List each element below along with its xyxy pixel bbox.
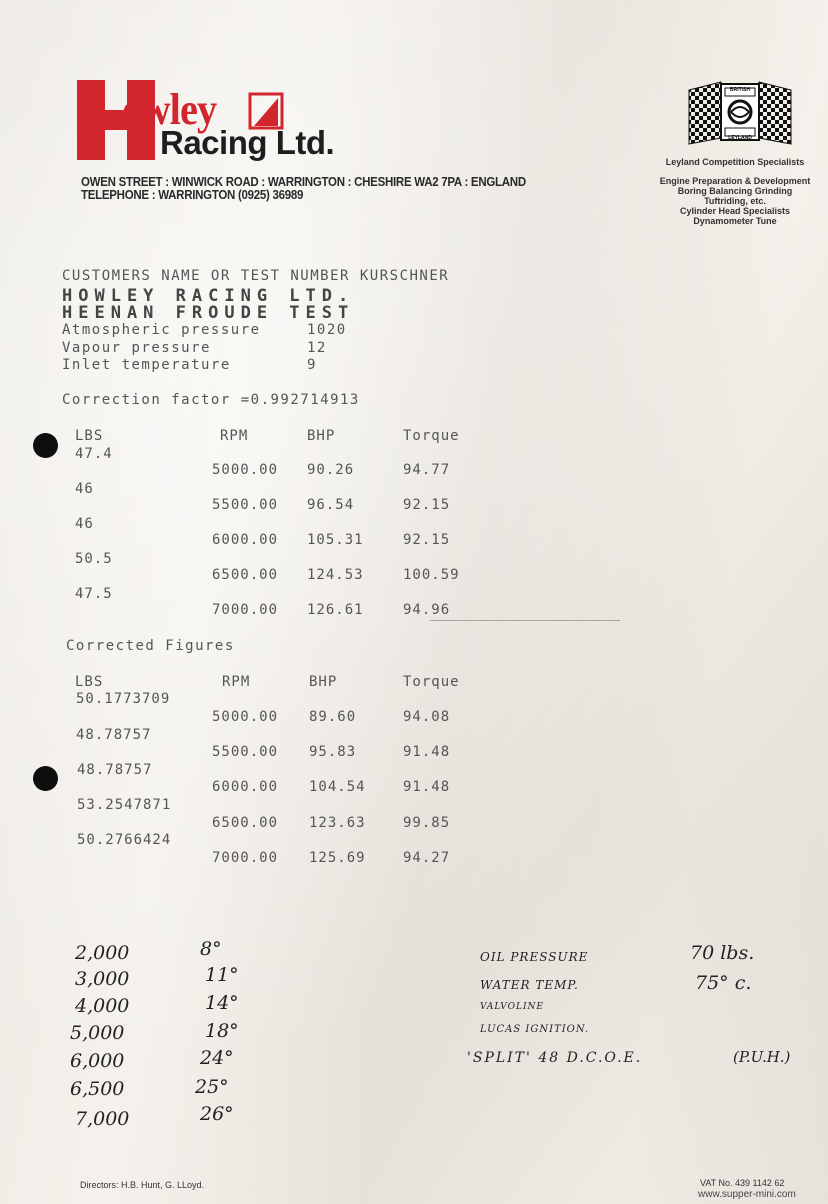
raw-rpm-cell: 5000.00 [212,462,279,478]
corrected-rpm-cell: 6500.00 [212,815,279,831]
raw-rpm-cell: 7000.00 [212,602,279,618]
binder-hole [33,433,58,458]
corrected-section-title: Corrected Figures [66,638,235,654]
paper-fold-line [430,620,620,621]
service-item: Engine Preparation & Development [659,176,811,186]
corrected-bhp-cell: 123.63 [309,815,366,831]
corrected-lbs-cell: 50.1773709 [76,691,171,707]
handwritten-rpm: 4,000 [75,995,130,1017]
vat-number: VAT No. 439 1142 62 [700,1178,785,1188]
condition-value: 12 [307,340,327,356]
column-header-rpm: RPM [220,428,249,444]
handwritten-rpm: 7,000 [75,1108,130,1130]
badge-label-bottom: LEYLAND [728,135,752,141]
raw-bhp-cell: 126.61 [307,602,364,618]
raw-bhp-cell: 105.31 [307,532,364,548]
company-logo-word: owley [122,85,217,134]
directors-line: Directors: H.B. Hunt, G. LLoyd. [80,1180,205,1190]
column-header-torque: Torque [403,428,460,444]
raw-rpm-cell: 6000.00 [212,532,279,548]
company-name: Racing Ltd. [160,124,335,161]
raw-torque-cell: 92.15 [403,532,451,548]
handwritten-oil-label: OIL PRESSURE [480,950,589,964]
corrected-bhp-cell: 95.83 [309,744,357,760]
raw-bhp-cell: 90.26 [307,462,355,478]
specialist-title: Leyland Competition Specialists [665,157,805,167]
service-item: Dynamometer Tune [693,216,777,226]
handwritten-water-value: 75° c. [695,972,752,994]
condition-value: 1020 [307,322,347,338]
handwritten-rpm: 6,000 [70,1050,125,1072]
condition-label: Inlet temperature [62,357,231,373]
column-header-torque: Torque [403,674,460,690]
raw-lbs-cell: 46 [75,516,94,532]
raw-bhp-cell: 96.54 [307,497,355,513]
condition-label: Vapour pressure [62,340,211,356]
service-item: Cylinder Head Specialists [679,206,791,216]
handwritten-advance: 14° [205,992,239,1014]
corrected-torque-cell: 94.27 [403,850,451,866]
handwritten-advance: 25° [195,1076,229,1098]
handwritten-oil-brand: VALVOLINE [480,1002,544,1012]
column-header-rpm: RPM [222,674,251,690]
correction-factor: Correction factor =0.992714913 [62,392,360,408]
raw-rpm-cell: 5500.00 [212,497,279,513]
raw-torque-cell: 94.77 [403,462,451,478]
handwritten-carburettor: 'SPLIT' 48 D.C.O.E. [467,1050,643,1066]
column-header-bhp: BHP [309,674,338,690]
column-header-bhp: BHP [307,428,336,444]
corrected-lbs-cell: 50.2766424 [77,832,172,848]
handwritten-rpm: 5,000 [70,1022,125,1044]
corrected-torque-cell: 99.85 [403,815,451,831]
column-header-lbs: LBS [75,674,104,690]
test-title-rig: HEENAN FROUDE TEST [62,303,355,323]
handwritten-advance: 24° [200,1047,234,1069]
handwritten-advance: 26° [200,1103,234,1125]
corrected-rpm-cell: 7000.00 [212,850,279,866]
watermark: www.supper-mini.com [698,1189,796,1200]
handwritten-water-label: WATER TEMP. [480,978,579,992]
corrected-bhp-cell: 125.69 [309,850,366,866]
column-header-lbs: LBS [75,428,104,444]
corrected-lbs-cell: 48.78757 [76,727,152,743]
corrected-rpm-cell: 6000.00 [212,779,279,795]
handwritten-rpm: 6,500 [70,1078,125,1100]
handwritten-rpm: 2,000 [75,942,130,964]
binder-hole [33,766,58,791]
handwritten-advance: 18° [205,1020,239,1042]
handwritten-oil-value: 70 lbs. [690,942,755,964]
raw-lbs-cell: 47.5 [75,586,113,602]
test-title-company: HOWLEY RACING LTD. [62,286,355,306]
handwritten-advance: 8° [200,938,222,960]
raw-bhp-cell: 124.53 [307,567,364,583]
raw-rpm-cell: 6500.00 [212,567,279,583]
condition-value: 9 [307,357,317,373]
raw-lbs-cell: 46 [75,481,94,497]
raw-lbs-cell: 47.4 [75,446,113,462]
handwritten-ignition: LUCAS IGNITION. [480,1024,590,1035]
handwritten-advance: 11° [205,964,239,986]
corrected-bhp-cell: 104.54 [309,779,366,795]
service-item: Tuftriding, etc. [704,196,766,206]
corrected-rpm-cell: 5000.00 [212,709,279,725]
customer-line: CUSTOMERS NAME OR TEST NUMBER KURSCHNER [62,268,450,284]
corrected-torque-cell: 91.48 [403,744,451,760]
raw-lbs-cell: 50.5 [75,551,113,567]
condition-label: Atmospheric pressure [62,322,261,338]
service-item: Boring Balancing Grinding [677,186,793,196]
company-address: OWEN STREET : WINWICK ROAD : WARRINGTON : CHESHIRE WA2 7PA : ENGLAND [81,175,526,189]
corrected-rpm-cell: 5500.00 [212,744,279,760]
raw-torque-cell: 94.96 [403,602,451,618]
company-telephone: TELEPHONE : WARRINGTON (0925) 36989 [81,188,304,202]
raw-torque-cell: 100.59 [403,567,460,583]
raw-torque-cell: 92.15 [403,497,451,513]
badge-label-top: BRITISH [730,87,750,93]
handwritten-initials: (P.U.H.) [733,1048,791,1066]
corrected-lbs-cell: 53.2547871 [77,797,172,813]
corrected-torque-cell: 91.48 [403,779,451,795]
corrected-bhp-cell: 89.60 [309,709,357,725]
handwritten-rpm: 3,000 [75,968,130,990]
corrected-torque-cell: 94.08 [403,709,451,725]
corrected-lbs-cell: 48.78757 [77,762,153,778]
